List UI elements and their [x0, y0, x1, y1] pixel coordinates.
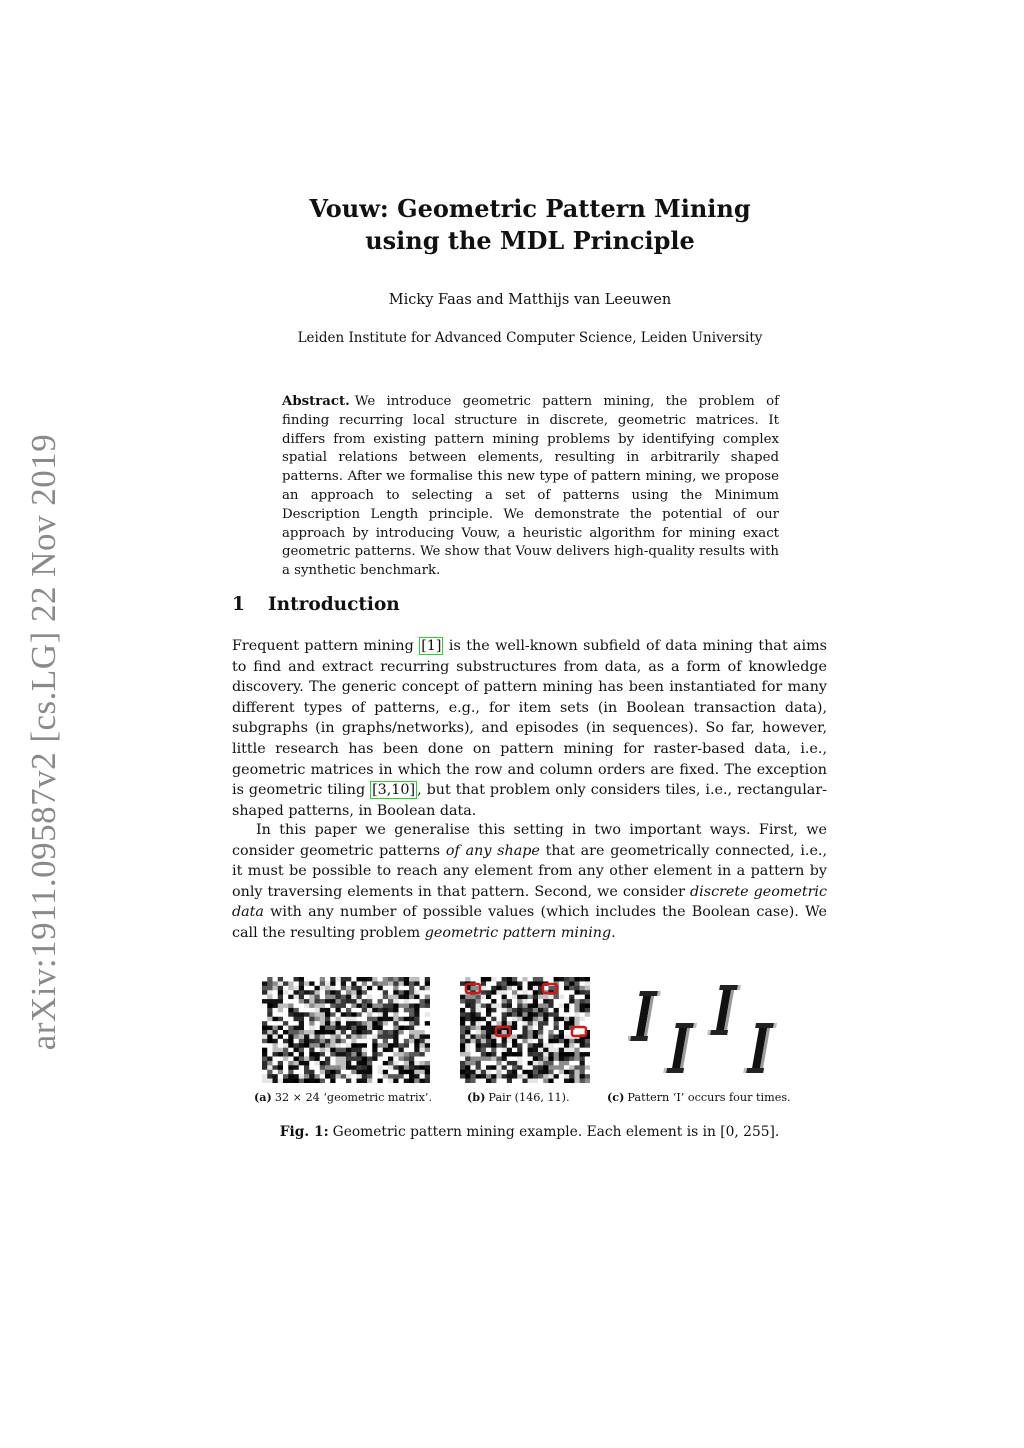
paragraph-text: that are geometrically connected, i.e., it must be possible to reach any element from any other element in a pattern by only traversing elements in that pattern. Second, we consider [232, 842, 828, 900]
pattern-i-glyph [663, 1023, 697, 1073]
figure-caption-label: Fig. 1: [279, 1124, 329, 1140]
arxiv-identifier: arXiv:1911.09587v2 [cs.LG] 22 Nov 2019 [24, 433, 63, 1051]
abstract-text: We introduce geometric pattern mining, the problem of finding recurring local structure in discrete, geometric matrices. It differs from existing pattern mining problems by identifying complex spatial relations between elements, resulting in arbitrarily shaped patterns. After we formalise this new type of pattern mining, we propose an approach to selecting a set of patterns using the Minimum Description Length principle. We demonstrate the potential of our approach by introducing Vouw, a heuristic algorithm for mining exact geometric patterns. We show that Vouw delivers high-quality results with a synthetic benchmark. [282, 394, 779, 579]
subcaption-label: (c) [607, 1090, 625, 1104]
emphasis-text: geometric pattern mining [424, 924, 612, 941]
authors: Micky Faas and Matthijs van Leeuwen [388, 292, 672, 308]
subcaption-text: Pattern ‘I’ occurs four times. [627, 1091, 791, 1104]
subcaption-c [607, 1090, 791, 1104]
section-title: Introduction [268, 594, 400, 615]
paragraph-text: is the well-known subfield of data mining that aims to find and extract recurring substructures from data, as a form of knowledge discovery. The generic concept of pattern mining has been instantiated for many different types of patterns, e.g., for item sets (in Boolean transaction data), subgraphs (in graphs/networks), and episodes (in sequences). So far, however, little research has been done on pattern mining for raster-based data, i.e., geometric matrices in which the row and column orders are fixed. The exception is geometric tiling [232, 638, 827, 799]
pattern-i-glyph [707, 985, 741, 1035]
pair-highlight-image [460, 977, 590, 1083]
subcaption-label: (a) [254, 1090, 272, 1104]
subcaption-text: 32 × 24 ‘geometric matrix’. [274, 1091, 433, 1104]
pattern-i-image [628, 983, 778, 1079]
emphasis-text: of any shape [445, 842, 540, 859]
citation-link[interactable]: [1] [421, 638, 442, 654]
citation-link[interactable]: [3,10] [372, 782, 416, 799]
abstract [282, 393, 779, 581]
paragraph-text: . [611, 924, 616, 941]
subcaption-a [254, 1090, 432, 1104]
title-line-2: using the MDL Principle [365, 226, 695, 255]
subcaption-label: (b) [467, 1090, 486, 1104]
subcaption-text: Pair (146, 11). [488, 1091, 570, 1104]
geometric-matrix-image [262, 977, 430, 1083]
intro-paragraph-1 [232, 636, 827, 821]
pattern-i-glyph [743, 1023, 777, 1073]
paper-title [230, 193, 830, 257]
section-number: 1 [232, 594, 245, 615]
paragraph-text: Frequent pattern mining [232, 638, 420, 654]
affiliation: Leiden Institute for Advanced Computer Science, Leiden University [297, 330, 763, 346]
paragraph-text: In this paper we generalise this setting in two important ways. First, we consider geometric patterns [232, 822, 827, 859]
paragraph-text: with any number of possible values (which includes the Boolean case). We call the resulting problem [232, 904, 827, 941]
section-heading [232, 594, 400, 615]
figure-caption [232, 1124, 827, 1140]
subcaption-b [467, 1090, 570, 1104]
emphasis-text: discrete geometric data [232, 883, 827, 921]
figure-caption-text: Geometric pattern mining example. Each element is in [0, 255]. [332, 1124, 780, 1140]
intro-paragraph-2 [232, 820, 827, 944]
abstract-label: Abstract. [282, 394, 350, 409]
pattern-i-glyph [628, 991, 661, 1041]
title-line-1: Vouw: Geometric Pattern Mining [309, 194, 751, 223]
paragraph-text: , but that problem only considers tiles, i.e., rectangular-shaped patterns, in Boolean data. [232, 782, 827, 819]
